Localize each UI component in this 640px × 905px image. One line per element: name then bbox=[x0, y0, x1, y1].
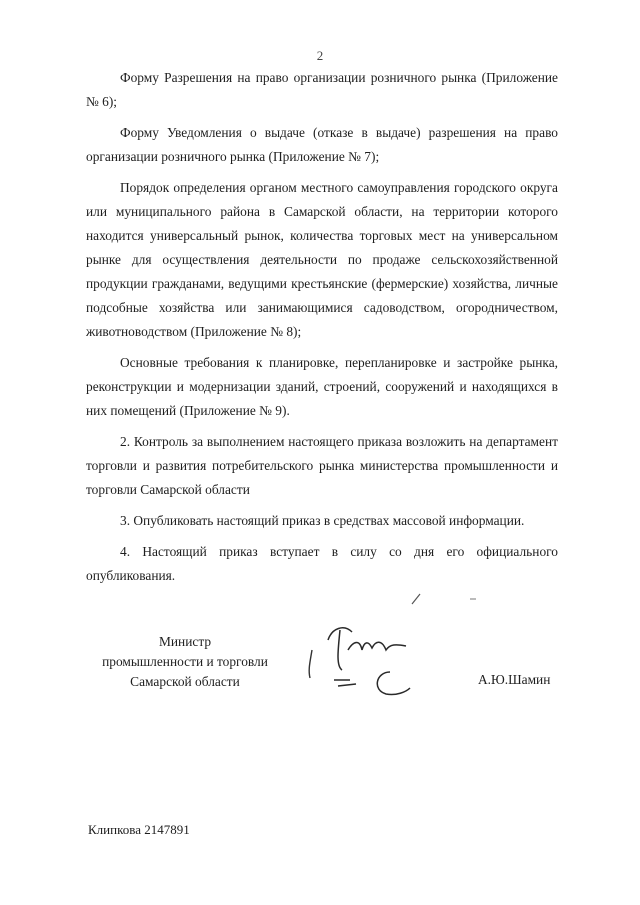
position-region: Самарской области bbox=[130, 674, 240, 689]
position-title: Министр bbox=[158, 634, 212, 649]
pen-tick-marks bbox=[410, 588, 500, 608]
document-body bbox=[86, 66, 558, 595]
paragraph-control: 2. Контроль за выполнением настоящего приказа возложить на департамент торговли и развития потребительского рынка министерства промышленности и торговли Самарской области bbox=[86, 434, 558, 497]
paragraph-notification-form: Форму Уведомления о выдаче (отказе в выдаче) разрешения на право организации розничного рынка (Приложение № 7); bbox=[86, 125, 558, 164]
paragraph-planning-requirements: Основные требования к планировке, перепланировке и застройке рынка, реконструкции и модернизации зданий, строений, сооружений и находящихся в них помещений (Приложение № 9). bbox=[86, 355, 558, 418]
paragraph-trading-places-procedure: Порядок определения органом местного самоуправления городского округа или муниципального района в Самарской области, на территории которого находится универсальный рынок, количества торговых мест на универсальном рынке для осуществления деятельности по продаже сельскохозяйственной продукции гражданами, ведущими крестьянские (фермерские) хозяйства, личные подсобные хозяйства или занимающимися садоводством, огородничеством, животноводством (Приложение № 8); bbox=[86, 180, 558, 339]
position-ministry: промышленности и торговли bbox=[102, 654, 268, 669]
page-number: 2 bbox=[316, 48, 324, 63]
paragraph-publish: 3. Опубликовать настоящий приказ в средствах массовой информации. bbox=[120, 513, 525, 528]
minister-position bbox=[90, 632, 280, 692]
handwritten-signature bbox=[298, 610, 438, 700]
executor-footer: Клипкова 2147891 bbox=[88, 822, 190, 837]
paragraph-effective-date: 4. Настоящий приказ вступает в силу со дня его официального опубликования. bbox=[86, 544, 558, 583]
paragraph-permit-form: Форму Разрешения на право организации розничного рынка (Приложение № 6); bbox=[86, 70, 558, 109]
signer-name: А.Ю.Шамин bbox=[478, 672, 551, 687]
